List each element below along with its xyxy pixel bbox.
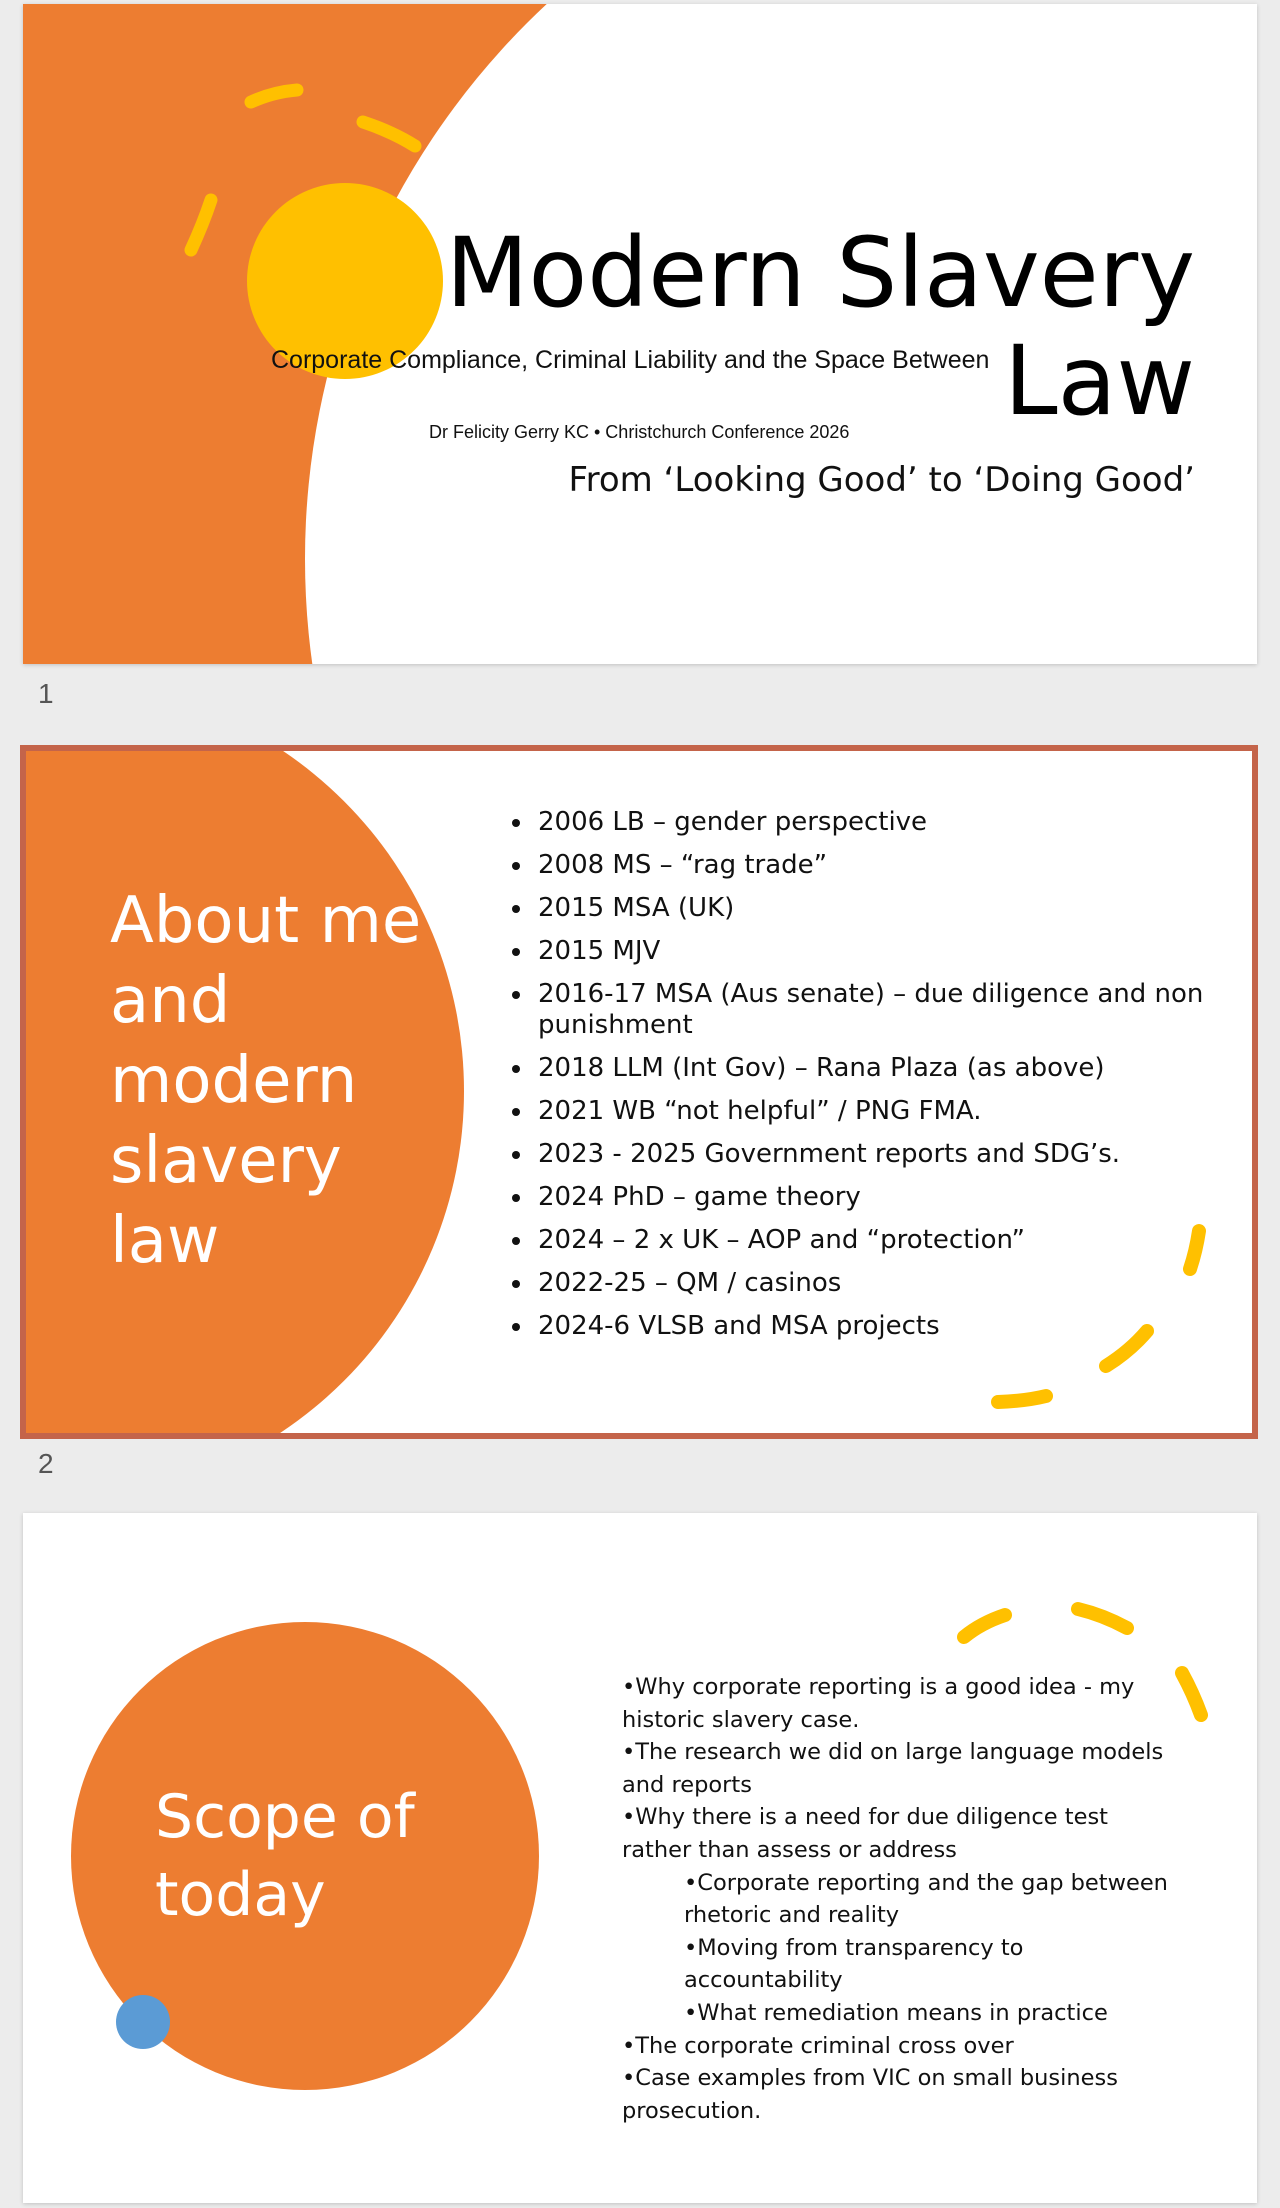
slide-3-title: Scope of today [155,1782,415,1930]
bullet-item: • 2023 - 2025 Government reports and SDG’s. [534,1139,1204,1170]
slide-number-2: 2 [38,1448,54,1479]
bullet-item-indented: •What remediation means in practice [684,1999,1108,2026]
slide-2-bullet-list [504,807,1204,1354]
bullet-item: • 2018 LLM (Int Gov) – Rana Plaza (as above) [534,1053,1204,1084]
dash-arc-8 [1078,1609,1127,1628]
slide-1-subtitle: Corporate Compliance, Criminal Liability and the Space Between [271,346,990,374]
slide-3-bullet-list [622,1671,1182,2127]
bullet-item-indented: •Corporate reporting and the gap between rhetoric and reality [684,1869,1168,1929]
slide-3[interactable] [23,1513,1257,2203]
bullet-item: • 2021 WB “not helpful” / PNG FMA. [534,1096,1204,1127]
bullet-item: • 2006 LB – gender perspective [534,807,1204,838]
bullet-item: • 2024 PhD – game theory [534,1182,1204,1213]
bullet-item: • 2022-25 – QM / casinos [534,1268,1204,1299]
slide-2[interactable] [20,745,1258,1439]
dash-arc-7 [964,1615,1005,1637]
bullet-item: • 2016-17 MSA (Aus senate) – due diligence and non punishment [534,979,1204,1041]
bullet-item: •The corporate criminal cross over [622,2032,1014,2059]
bullet-item: •The research we did on large language models and reports [622,1739,1164,1798]
dash-arc-9 [1182,1673,1201,1715]
bullet-item: •Case examples from VIC on small business prosecution. [622,2065,1118,2124]
slide-2-title: About me and modern slavery law [110,884,422,1278]
bullet-item: • 2024-6 VLSB and MSA projects [534,1311,1204,1342]
bullet-item: • 2015 MSA (UK) [534,893,1204,924]
bullet-item-indented: •Moving from transparency to accountability [684,1934,1024,1994]
blue-dot [116,1995,170,2049]
slide-number-1: 1 [38,678,54,709]
slide-1-title: Modern Slavery Law [445,217,1195,437]
slide-1-author: Dr Felicity Gerry KC • Christchurch Conference 2026 [429,422,850,442]
bullet-item: • 2015 MJV [534,936,1204,967]
bullet-item: • 2008 MS – “rag trade” [534,850,1204,881]
bullet-item: • 2024 – 2 x UK – AOP and “protection” [534,1225,1204,1256]
bullet-item: •Why there is a need for due diligence test rather than assess or address [622,1804,1108,1863]
bullet-item: •Why corporate reporting is a good idea - my historic slavery case. [622,1674,1135,1733]
dash-arc-6 [998,1396,1046,1402]
slide-1[interactable] [23,4,1257,664]
slide-1-tagline: From ‘Looking Good’ to ‘Doing Good’ [568,460,1195,500]
